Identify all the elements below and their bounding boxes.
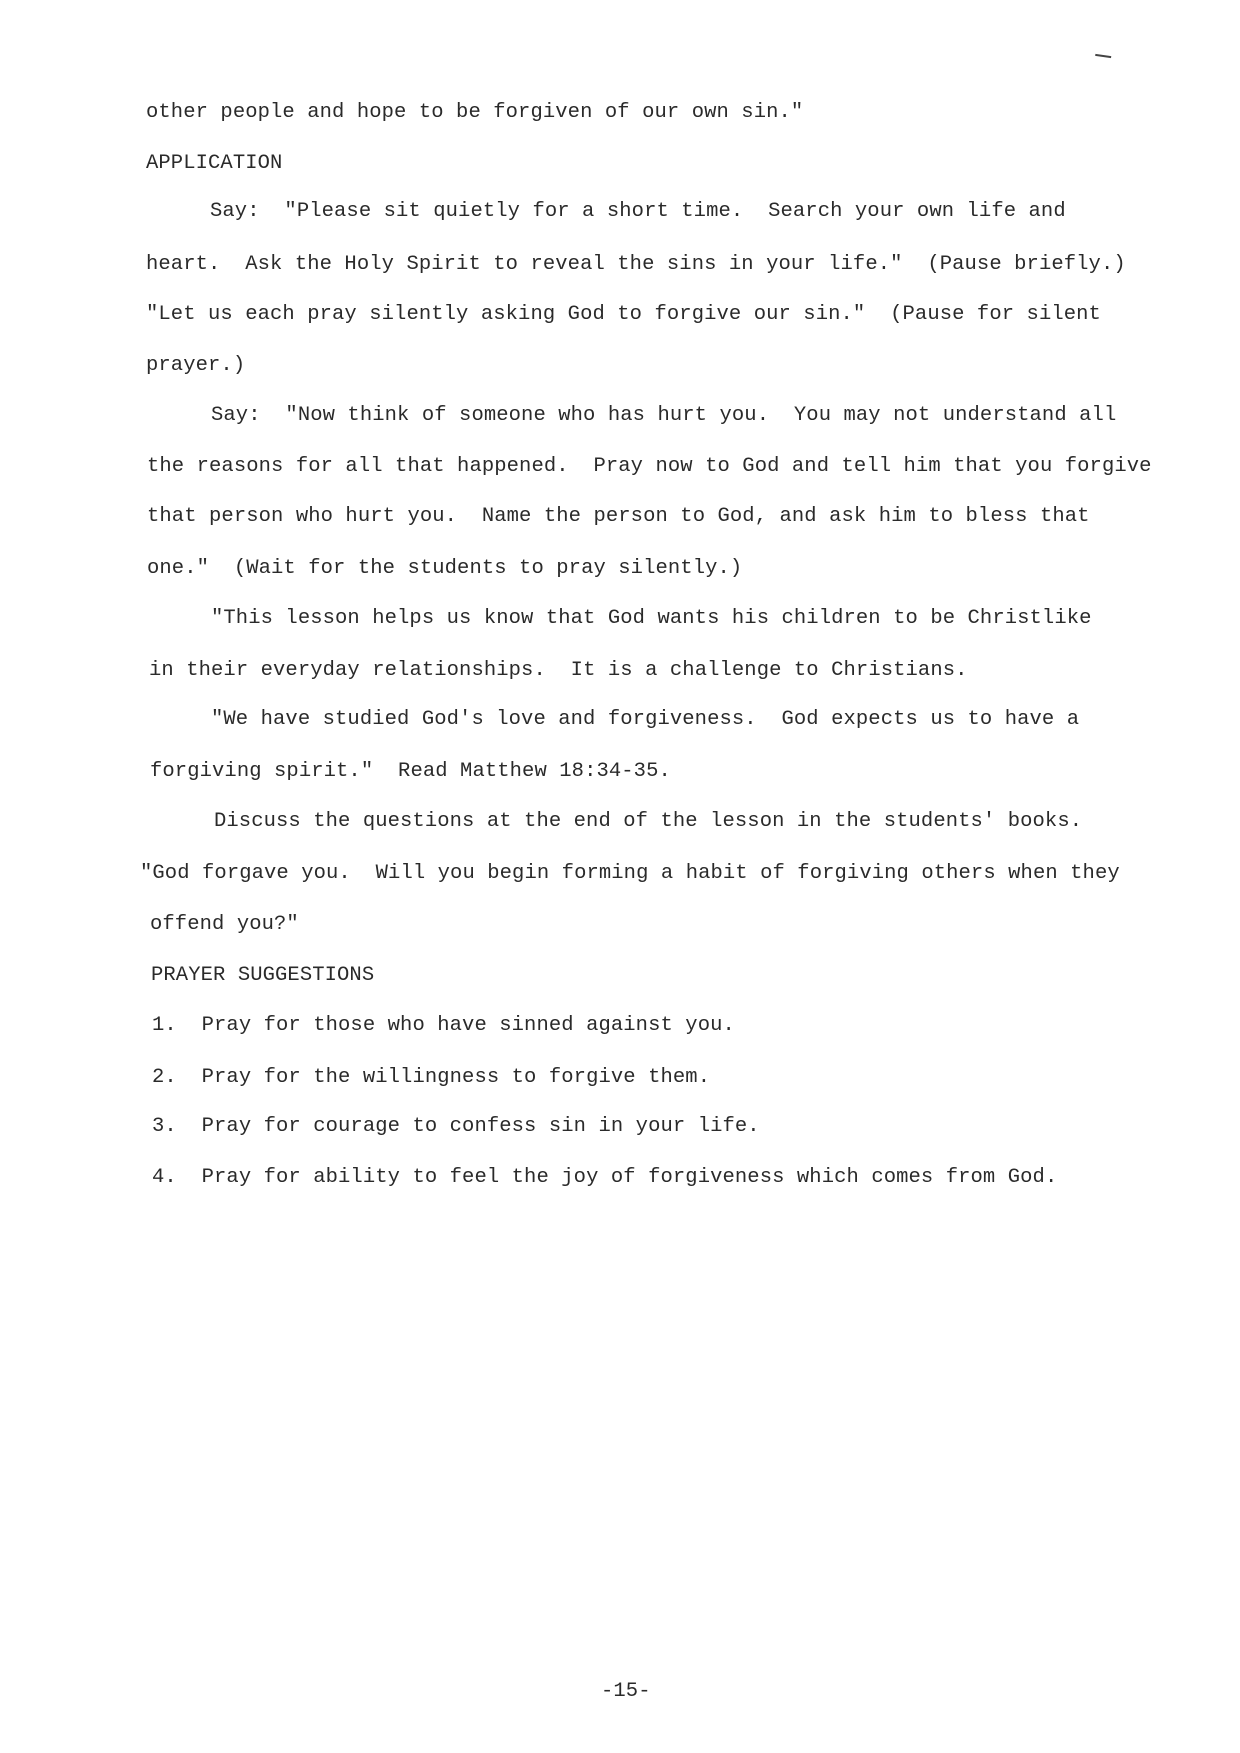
body-line: Say: "Now think of someone who has hurt you. You may not understand all — [211, 404, 1117, 427]
body-line: Say: "Please sit quietly for a short time. Search your own life and — [210, 200, 1066, 223]
scan-mark — [1095, 54, 1112, 61]
body-line: offend you?" — [150, 913, 299, 936]
body-line: "God forgave you. Will you begin forming a habit of forgiving others when they — [140, 862, 1120, 885]
body-line: heart. Ask the Holy Spirit to reveal the sins in your life." (Pause briefly.) — [146, 253, 1126, 276]
page-number: -15- — [601, 1680, 651, 1703]
body-line: Discuss the questions at the end of the lesson in the students' books. — [214, 810, 1083, 833]
body-line: the reasons for all that happened. Pray now to God and tell him that you forgive — [147, 455, 1152, 478]
body-line: "This lesson helps us know that God wants his children to be Christlike — [211, 607, 1092, 630]
prayer-heading: PRAYER SUGGESTIONS — [151, 964, 375, 987]
continuation-line: other people and hope to be forgiven of our own sin." — [146, 101, 804, 124]
body-line: forgiving spirit." Read Matthew 18:34-35. — [150, 760, 671, 783]
prayer-item: 4. Pray for ability to feel the joy of forgiveness which comes from God. — [152, 1166, 1058, 1189]
application-heading: APPLICATION — [146, 152, 283, 175]
prayer-item: 3. Pray for courage to confess sin in your life. — [152, 1115, 760, 1138]
prayer-item: 2. Pray for the willingness to forgive them. — [152, 1066, 711, 1089]
body-line: in their everyday relationships. It is a challenge to Christians. — [149, 659, 968, 682]
body-line: "We have studied God's love and forgiveness. God expects us to have a — [211, 708, 1080, 731]
body-line: "Let us each pray silently asking God to forgive our sin." (Pause for silent — [146, 303, 1101, 326]
prayer-item: 1. Pray for those who have sinned against you. — [152, 1014, 735, 1037]
body-line: one." (Wait for the students to pray silently.) — [147, 557, 743, 580]
body-line: prayer.) — [146, 354, 246, 377]
body-line: that person who hurt you. Name the person to God, and ask him to bless that — [147, 505, 1090, 528]
